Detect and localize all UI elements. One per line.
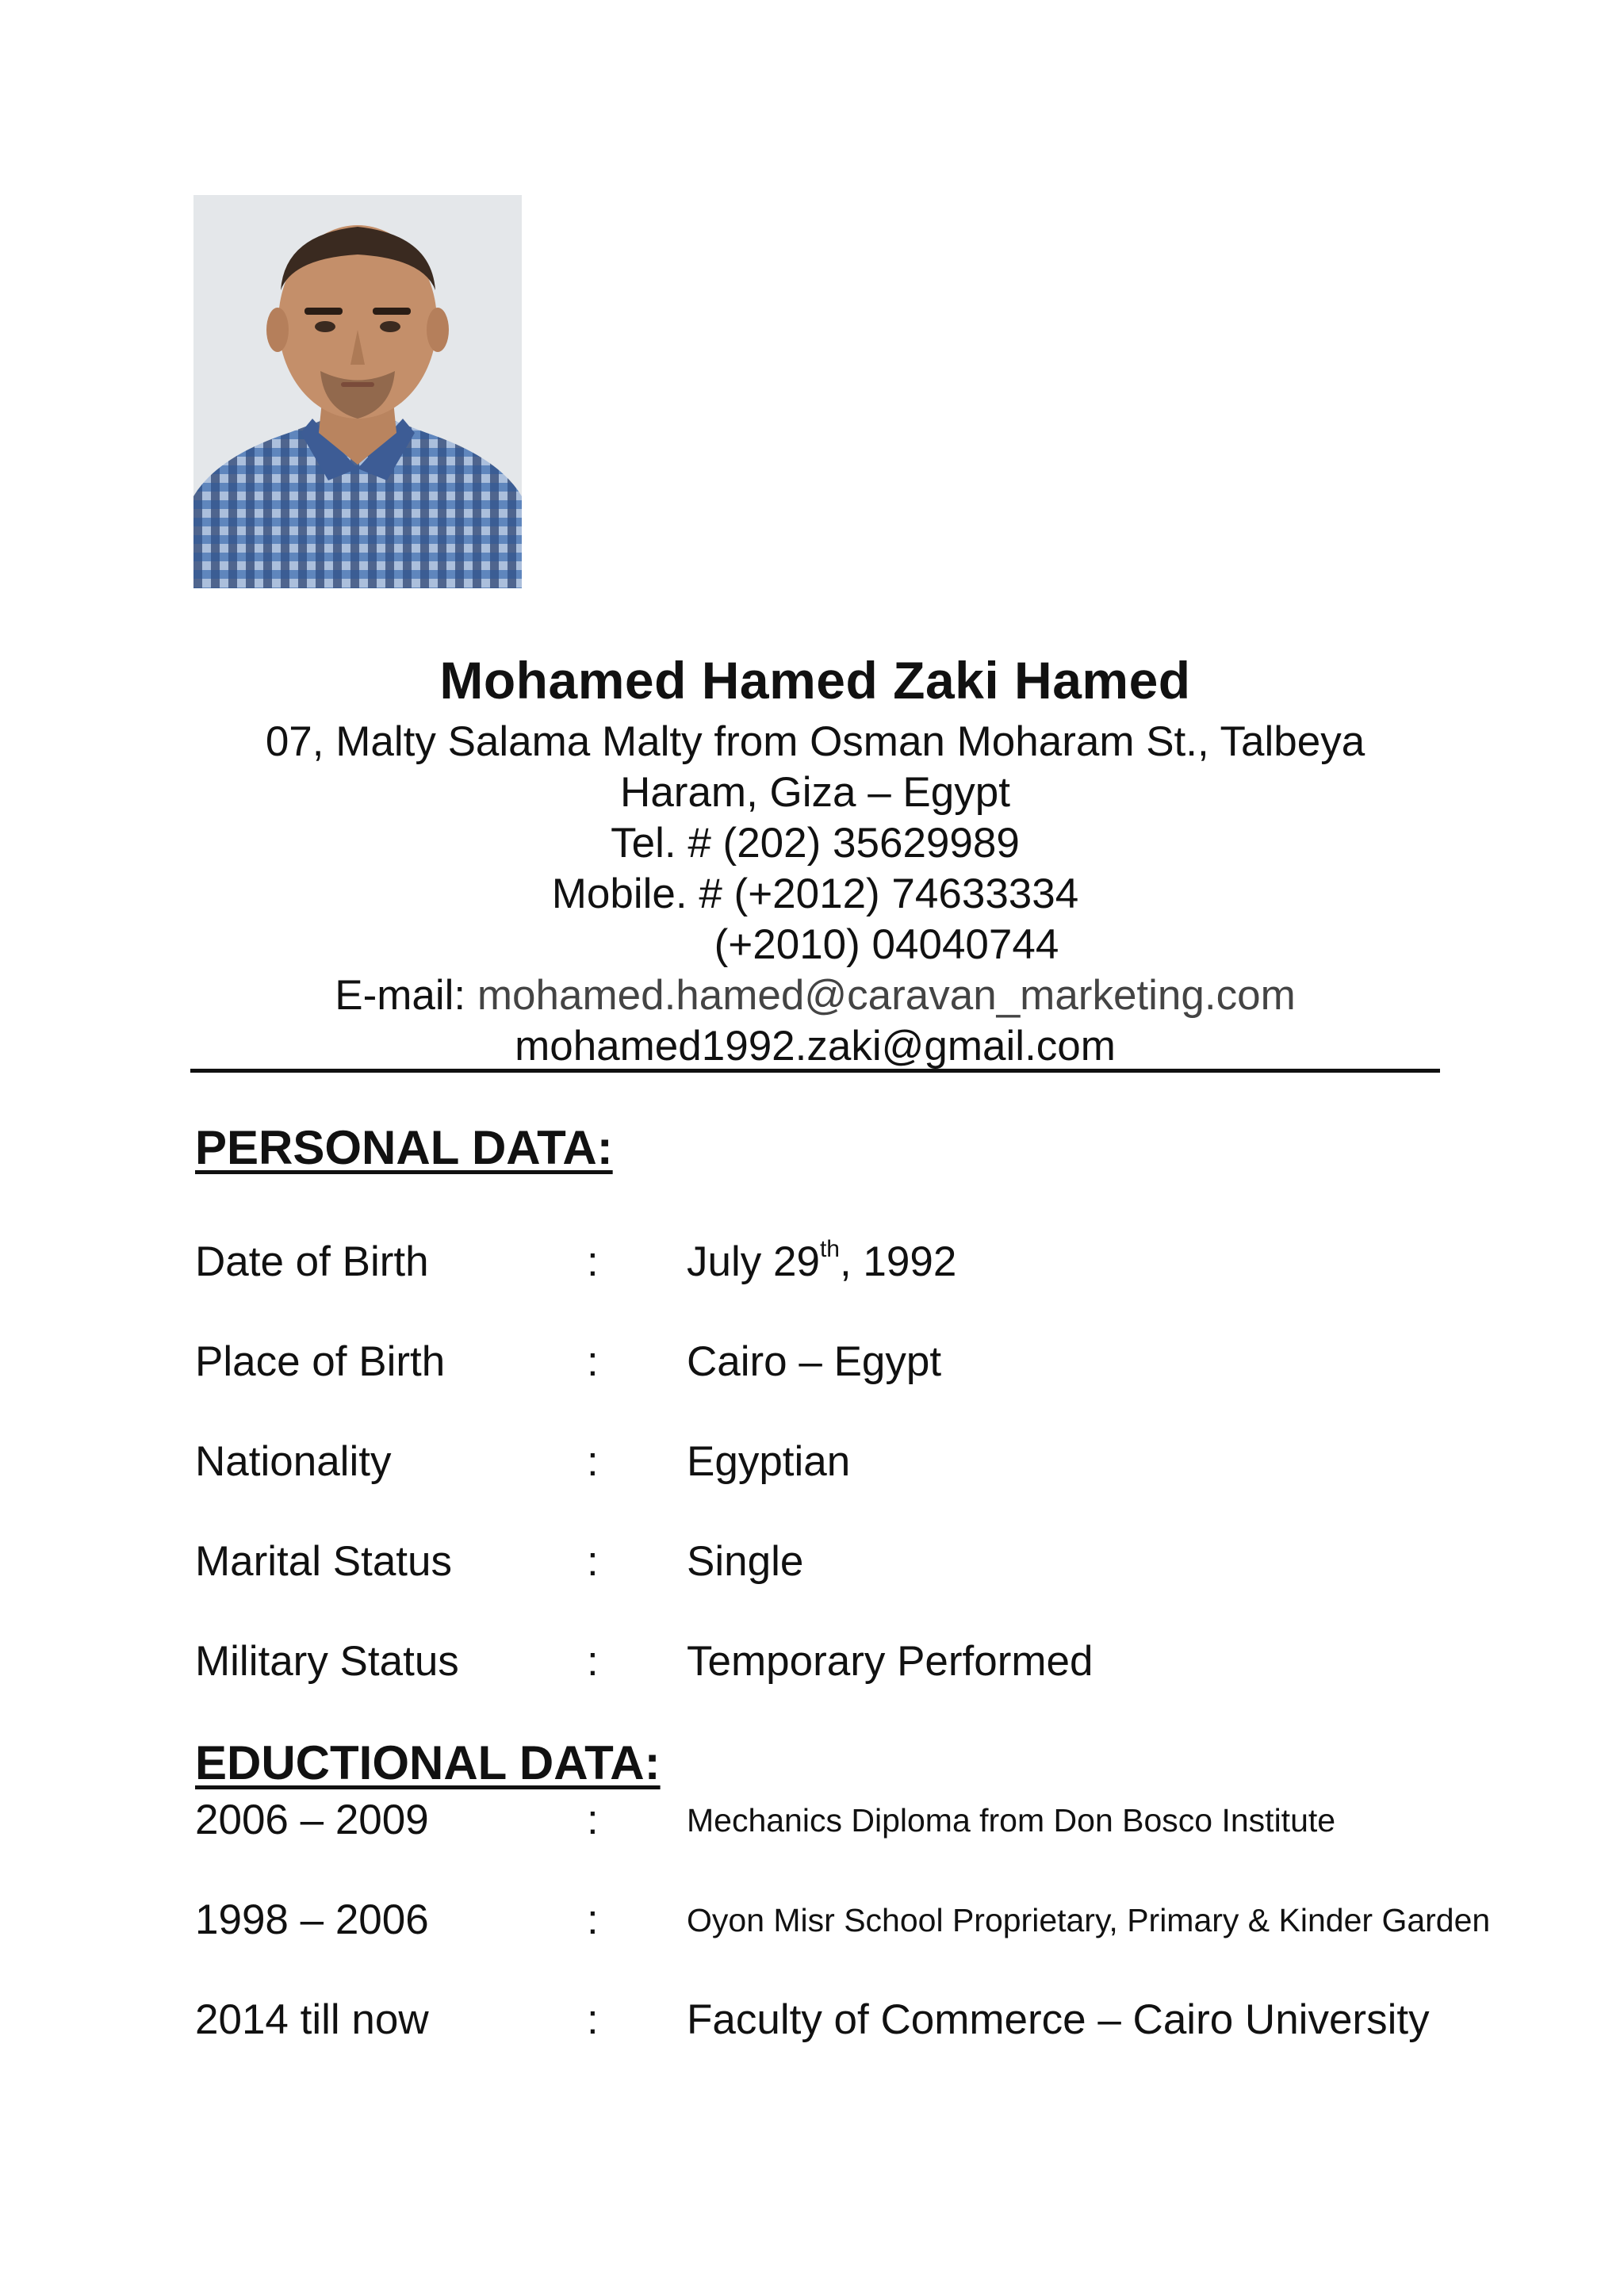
address-line-2: Haram, Giza – Egypt: [620, 769, 1010, 816]
personal-row: [195, 1334, 1464, 1391]
row-label: Marital Status: [195, 1538, 453, 1585]
address-line-1: 07, Malty Salama Malty from Osman Moharam St., Talbeya: [265, 718, 1365, 765]
education-row: [195, 1792, 1464, 1849]
row-value: Oyon Misr School Proprietary, Primary & Kinder Garden: [687, 1902, 1491, 1938]
telephone: Tel. # (202) 35629989: [611, 820, 1020, 867]
row-value: Mechanics Diploma from Don Bosco Institute: [687, 1802, 1336, 1839]
row-label: 2014 till now: [195, 1996, 429, 2043]
email-work[interactable]: mohamed.hamed@caravan_marketing.com: [477, 972, 1296, 1019]
row-separator: :: [587, 1896, 599, 1943]
row-separator: :: [587, 1338, 599, 1385]
row-separator: :: [587, 1238, 599, 1285]
dob-suffix: th: [819, 1236, 840, 1262]
row-label: Nationality: [195, 1438, 392, 1485]
email-line: [190, 970, 1440, 1021]
row-separator: :: [587, 1996, 599, 2043]
education-row: [195, 1992, 1464, 2049]
row-value: Egyptian: [687, 1438, 851, 1485]
row-value: Faculty of Commerce – Cairo University: [687, 1996, 1430, 2043]
full-name: Mohamed Hamed Zaki Hamed: [439, 651, 1191, 710]
email-personal[interactable]: mohamed1992.zaki@gmail.com: [515, 1023, 1116, 1070]
row-value: Temporary Performed: [687, 1638, 1094, 1685]
email-label: E-mail:: [335, 972, 477, 1019]
profile-photo: [193, 195, 522, 588]
row-separator: :: [587, 1638, 599, 1685]
row-label: 1998 – 2006: [195, 1896, 429, 1943]
contact-header: [190, 644, 1440, 1072]
personal-row: [195, 1533, 1464, 1590]
header-divider: [190, 1069, 1440, 1073]
mobile-number-2: (+2010) 04040744: [714, 921, 1059, 968]
education-title: EDUCTIONAL DATA:: [195, 1736, 661, 1789]
row-label: Military Status: [195, 1638, 459, 1685]
row-separator: :: [587, 1538, 599, 1585]
row-separator: :: [587, 1797, 599, 1843]
row-label: 2006 – 2009: [195, 1797, 429, 1843]
row-label: Date of Birth: [195, 1238, 429, 1285]
dob-year: , 1992: [839, 1238, 957, 1285]
row-separator: :: [587, 1438, 599, 1485]
personal-row: [195, 1234, 1464, 1291]
personal-row: [195, 1633, 1464, 1690]
personal-row: [195, 1433, 1464, 1490]
row-value: Cairo – Egypt: [687, 1338, 942, 1385]
row-value: [687, 1234, 956, 1291]
dob-main: July 29: [687, 1238, 820, 1285]
personal-data-title: PERSONAL DATA:: [195, 1121, 613, 1174]
row-label: Place of Birth: [195, 1338, 446, 1385]
row-value: Single: [687, 1538, 804, 1585]
mobile-number: Mobile. # (+2012) 74633334: [551, 871, 1079, 917]
education-row: [195, 1892, 1491, 1949]
